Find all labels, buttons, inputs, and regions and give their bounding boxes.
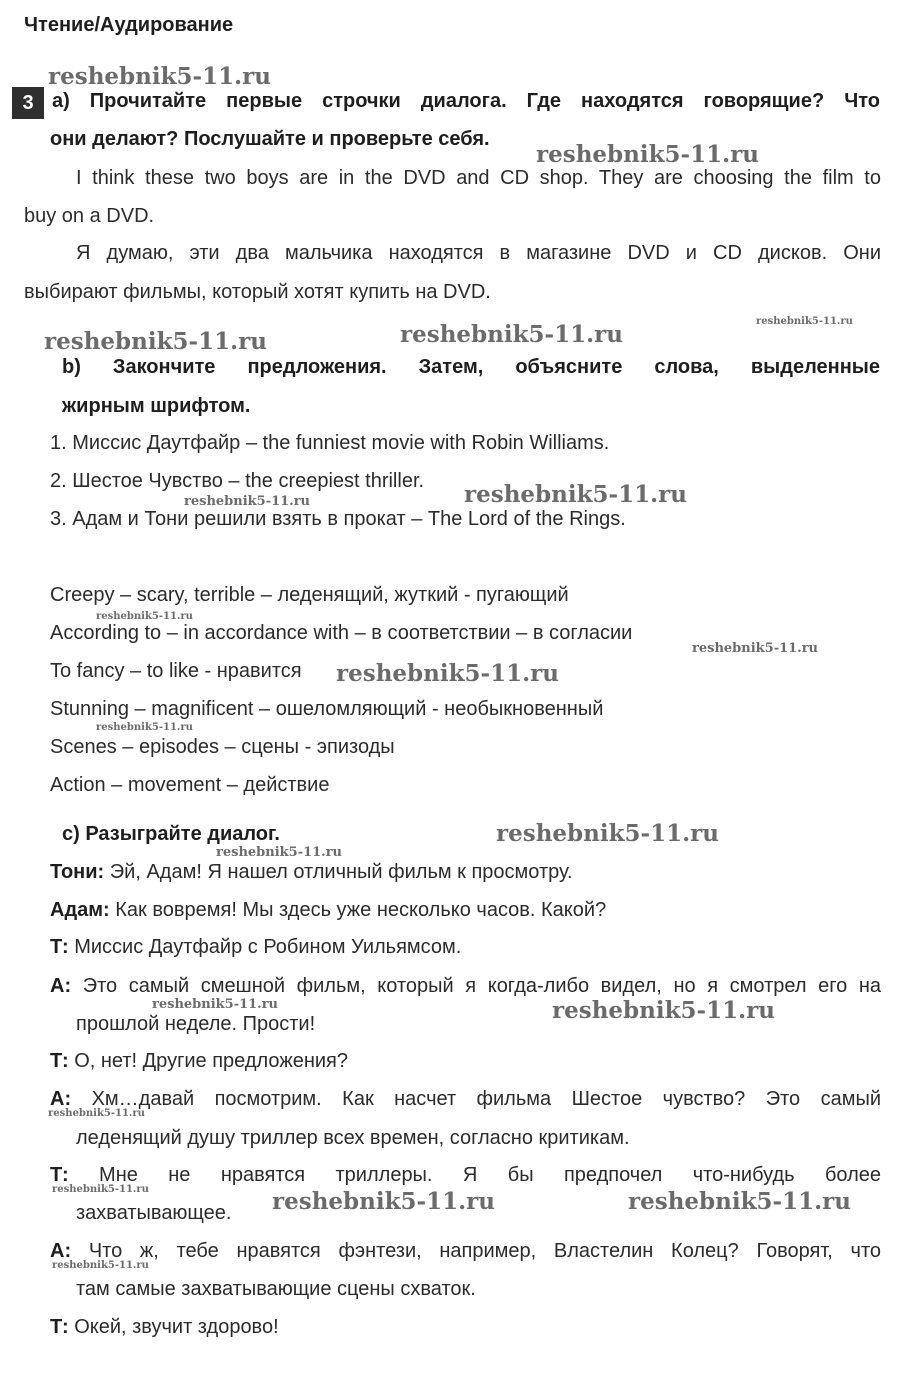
watermark: reshebnik5-11.ru [44, 328, 267, 355]
dialogue-text: Эй, Адам! Я нашел отличный фильм к просмотру. [109, 861, 573, 883]
list-item: 1. Миссис Даутфайр – the funniest movie with Robin Williams. [50, 432, 610, 454]
dialogue-line [50, 975, 881, 998]
dialogue-line [50, 1050, 348, 1073]
part-b-question-line-1: b) Закончите предложения. Затем, объясните слова, выделенные [62, 356, 880, 378]
dialogue-continuation: там самые захватывающие сцены схваток. [76, 1278, 476, 1300]
dialogue-line [50, 1164, 881, 1187]
vocab-item: Creepy – scary, terrible – леденящий, жуткий - пугающий [50, 584, 569, 606]
watermark: reshebnik5-11.ru [96, 611, 193, 622]
vocab-item: To fancy – to like - нравится [50, 660, 302, 682]
dialogue-line [50, 861, 573, 884]
watermark: reshebnik5-11.ru [184, 494, 311, 509]
watermark: reshebnik5-11.ru [272, 1188, 495, 1215]
dialogue-text: Окей, звучит здорово! [74, 1316, 279, 1338]
list-item: 2. Шестое Чувство – the creepiest thriller. [50, 470, 425, 492]
watermark: reshebnik5-11.ru [692, 641, 819, 656]
part-a-answer-ru-line-2: выбирают фильмы, который хотят купить на DVD. [24, 281, 491, 303]
watermark: reshebnik5-11.ru [628, 1188, 851, 1215]
speaker-label: Адам: [50, 899, 110, 921]
dialogue-text: О, нет! Другие предложения? [74, 1050, 348, 1072]
part-a-answer-en-line-2: buy on a DVD. [24, 205, 155, 227]
dialogue-text: Хм…давай посмотрим. Как насчет фильма Шестое чувство? Это самый [91, 1088, 882, 1110]
speaker-label: А: [50, 1088, 72, 1110]
speaker-label: Тони: [50, 861, 105, 883]
vocab-item: Action – movement – действие [50, 774, 330, 796]
part-a-question-line-2: они делают? Послушайте и проверьте себя. [50, 128, 490, 150]
dialogue-continuation: захватывающее. [76, 1202, 232, 1224]
dialogue-text: Это самый смешной фильм, который я когда-либо видел, но я смотрел его на [82, 975, 881, 997]
speaker-label: Т: [50, 1050, 69, 1072]
vocab-item: Stunning – magnificent – ошеломляющий - необыкновенный [50, 698, 604, 720]
dialogue-text: Как вовремя! Мы здесь уже несколько часов. Какой? [115, 899, 607, 921]
speaker-label: А: [50, 1240, 72, 1262]
watermark: reshebnik5-11.ru [52, 1184, 149, 1195]
watermark: reshebnik5-11.ru [400, 321, 623, 348]
vocab-item: Scenes – episodes – сцены - эпизоды [50, 736, 395, 758]
exercise-number-badge: 3 [12, 87, 44, 119]
watermark: reshebnik5-11.ru [464, 481, 687, 508]
watermark: reshebnik5-11.ru [152, 997, 279, 1012]
part-a-answer-ru-line-1: Я думаю, эти два мальчика находятся в магазине DVD и CD дисков. Они [76, 242, 881, 264]
dialogue-line [50, 1240, 881, 1263]
speaker-label: Т: [50, 936, 69, 958]
vocab-item: According to – in accordance with – в соответствии – в согласии [50, 622, 633, 644]
part-a-question-line-1: а) Прочитайте первые строчки диалога. Где находятся говорящие? Что [52, 90, 880, 112]
speaker-label: А: [50, 975, 72, 997]
dialogue-line [50, 899, 606, 922]
watermark: reshebnik5-11.ru [48, 1108, 145, 1119]
speaker-label: Т: [50, 1164, 69, 1186]
watermark: reshebnik5-11.ru [756, 316, 853, 327]
part-b-question-line-2: жирным шрифтом. [62, 395, 251, 417]
watermark: reshebnik5-11.ru [496, 820, 719, 847]
dialogue-text: Миссис Даутфайр с Робином Уильямсом. [74, 936, 462, 958]
dialogue-text: Что ж, тебе нравятся фэнтези, например, Властелин Колец? Говорят, что [88, 1240, 882, 1262]
watermark: reshebnik5-11.ru [96, 722, 193, 733]
dialogue-continuation: прошлой неделе. Прости! [76, 1013, 316, 1035]
watermark: reshebnik5-11.ru [536, 141, 759, 168]
dialogue-line [50, 936, 461, 959]
part-a-answer-en-line-1: I think these two boys are in the DVD and CD shop. They are choosing the film to [76, 167, 881, 189]
part-c-title: c) Разыграйте диалог. [62, 823, 280, 845]
watermark: reshebnik5-11.ru [552, 997, 775, 1024]
dialogue-continuation: леденящий душу триллер всех времен, согласно критикам. [76, 1127, 630, 1149]
dialogue-text: Мне не нравятся триллеры. Я бы предпочел что-нибудь более [99, 1164, 881, 1186]
speaker-label: Т: [50, 1316, 69, 1338]
dialogue-line [50, 1088, 881, 1111]
watermark: reshebnik5-11.ru [216, 845, 343, 860]
list-item: 3. Адам и Тони решили взять в прокат – The Lord of the Rings. [50, 508, 626, 530]
watermark: reshebnik5-11.ru [48, 63, 271, 90]
section-title: Чтение/Аудирование [24, 14, 234, 36]
dialogue-line [50, 1316, 279, 1339]
watermark: reshebnik5-11.ru [336, 660, 559, 687]
watermark: reshebnik5-11.ru [52, 1260, 149, 1271]
